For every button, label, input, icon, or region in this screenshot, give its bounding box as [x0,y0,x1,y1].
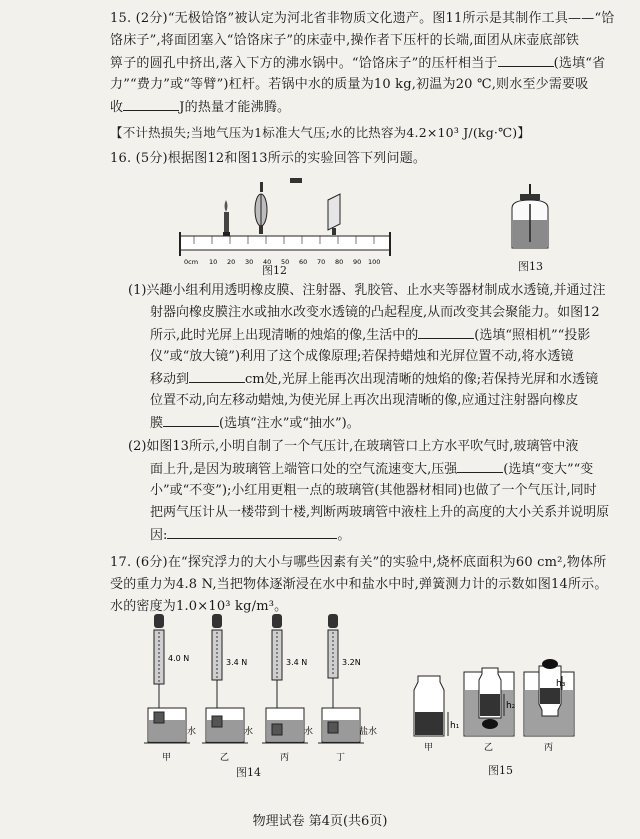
scale-label: 甲 [162,753,172,763]
q17-line1: 17. (6分)在“探究浮力的大小与哪些因素有关”的实验中,烧杯底面积为60 cm²,物体所 [110,555,607,570]
q15-line1: 15. (2分)“无极饸饹”被认定为河北省非物质文化遗产。图11所示是其制作工具——“饸 [110,11,615,26]
q16-p2-line2: 面上升,是因为玻璃管上端管口处的空气流速变大,压强 (选填“变大”“变 [150,458,616,481]
q16-p1-line1: (1)兴趣小组利用透明橡皮膜、注射器、乳胶管、止水夹等器材制成水透镜,并通过注 [128,283,606,298]
screen-clip-icon [290,178,302,183]
bottle-jia [414,676,448,736]
q15-line5: 收 J的热量才能沸腾。 [110,96,615,119]
figure-12-optical-bench [178,172,392,272]
spring-scale-yi [202,614,248,743]
scale-reading: 3.4 N [226,658,248,667]
ruler-tick-label: 70 [317,258,326,266]
bottle-label: 甲 [424,743,434,753]
figure-15-caption: 图15 [488,764,513,777]
q16-heading: 16. (5分)根据图12和图13所示的实验回答下列问题。 [110,151,427,166]
q16-p1-line6: 位置不动,向左移动蜡烛,为使光屏上再次出现清晰的像,应通过注射器向橡皮 [150,393,579,408]
q15-note: 【不计热损失;当地气压为1标准大气压;水的比热容为4.2×10³ J/(kg·℃)】 [110,125,531,140]
answer-blank[interactable] [457,458,503,473]
q16-p2-line3: 小”或“不变”);小红用更粗一点的玻璃管(其他器材相同)也做了一个气压计,同时 [150,483,597,498]
answer-blank[interactable] [189,368,245,383]
q15-line3: 箅子的圆孔中挤出,落入下方的沸水锅中。“饸饹床子”的压杆相当于 (选填“省 [110,52,615,75]
q15-line2: 饹床子”,将面团塞入“饸饹床子”的床壶中,操作者下压杆的长端,面团从床壶底部铁 [110,33,580,48]
q17-line3: 水的密度为1.0×10³ kg/m³。 [110,599,288,614]
bottle-bing [524,659,574,736]
figure-12-caption: 图12 [262,264,287,277]
ruler-tick-label: 80 [335,258,344,266]
ruler-tick-label: 90 [353,258,362,266]
answer-blank[interactable] [498,52,554,67]
candle-icon [223,200,230,236]
spring-scale-jia [144,614,190,743]
bottle-label: 乙 [484,743,494,753]
figure-15-bottles [408,650,578,760]
answer-blank[interactable] [123,96,179,111]
water-lens-icon [255,182,267,234]
answer-blank[interactable] [418,324,474,339]
height-label: h₃ [556,679,566,689]
scale-label: 丁 [336,753,346,763]
liquid-label: 水 [187,727,197,737]
ruler-tick-label: 30 [245,258,254,266]
scale-label: 乙 [220,753,230,763]
liquid-label: 水 [304,727,314,737]
scale-label: 丙 [280,753,290,763]
q16-p2-line5: 因: 。 [150,524,616,547]
figure-14-spring-scales [140,612,380,772]
liquid-label: 盐水 [359,727,378,737]
ruler-tick-label: 40 [263,258,272,266]
figure-13-caption: 图13 [518,260,543,273]
q16-p1-line4: 仪”或“放大镜”)利用了这个成像原理;若保持蜡烛和光屏位置不动,将水透镜 [150,349,574,364]
scale-reading: 4.0 N [168,654,190,663]
q16-p1-line7: 膜 (选填“注水”或“抽水”)。 [150,412,616,435]
answer-blank[interactable] [163,412,219,427]
ruler-tick-label: 50 [281,258,290,266]
figure-14-caption: 图14 [236,766,261,779]
liquid-label: 水 [244,727,254,737]
spring-scale-bing [262,614,308,743]
light-screen-icon [328,194,340,235]
answer-blank[interactable] [167,524,337,539]
bottle-label: 丙 [544,743,554,753]
spring-scale-ding [318,614,364,743]
q16-p2-line1: (2)如图13所示,小明自制了一个气压计,在玻璃管口上方水平吹气时,玻璃管中液 [128,439,579,454]
ruler-tick-label: 20 [227,258,236,266]
page-footer: 物理试卷 第4页(共6页) [252,814,388,829]
q16-p1-line2: 射器向橡皮膜注水或抽水改变水透镜的凸起程度,从而改变其会聚能力。如图12 [150,305,600,320]
height-label: h₁ [450,721,460,731]
q15-line4: 力”“费力”或“等臂”)杠杆。若锅中水的质量为10 kg,初温为20 ℃,则水至少需要吸 [110,77,589,92]
ruler-tick-label: 10 [209,258,218,266]
scale-reading: 3.2N [342,658,361,667]
figure-13-barometer [506,182,556,254]
scale-reading: 3.4 N [286,658,308,667]
height-label: h₂ [506,701,516,711]
q16-p2-line4: 把两气压计从一楼带到十楼,判断两玻璃管中液柱上升的高度的大小关系并说明原 [150,505,610,520]
q16-p1-line3: 所示,此时光屏上出现清晰的烛焰的像,生活中的 (选填“照相机”“投影 [150,324,616,347]
ruler-tick-label: 100 [368,258,381,266]
q16-p1-line5: 移动到 cm处,光屏上能再次出现清晰的烛焰的像;若保持光屏和水透镜 [150,368,616,391]
ruler-unit: 0cm [184,258,199,266]
ruler-tick-label: 60 [299,258,308,266]
q17-line2: 受的重力为4.8 N,当把物体逐渐浸在水中和盐水中时,弹簧测力计的示数如图14所示。 [110,577,608,592]
